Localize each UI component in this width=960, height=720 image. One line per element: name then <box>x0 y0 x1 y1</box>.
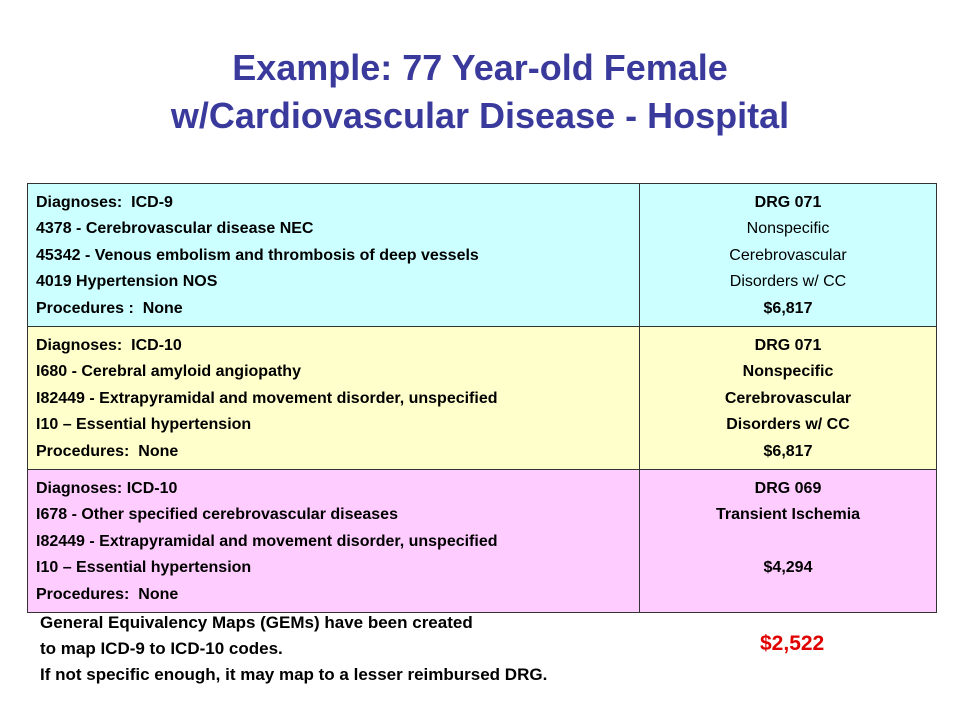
diagnoses-heading: Diagnoses: ICD-9 <box>36 194 173 211</box>
diagnoses-heading: Diagnoses: ICD-10 <box>36 480 178 498</box>
diagnosis-line: I10 – Essential hypertension <box>36 559 252 577</box>
drg-description: Transient Ischemia <box>715 506 861 524</box>
diagnoses-cell <box>28 470 640 613</box>
drg-spacer <box>648 582 928 608</box>
drg-amount: $6,817 <box>763 299 813 317</box>
drg-description: Nonspecific <box>746 220 830 238</box>
comparison-table <box>27 183 937 613</box>
gem-note <box>40 610 720 688</box>
diagnosis-line: I680 - Cerebral amyloid angiopathy <box>36 363 301 381</box>
drg-description: Disorders w/ CC <box>726 416 850 434</box>
table-row-icd9 <box>28 184 937 327</box>
procedures-line: Procedures: None <box>36 585 179 603</box>
table-row-icd10-a <box>28 327 937 470</box>
title-line-1: Example: 77 Year-old Female <box>232 47 728 88</box>
drg-description: Disorders w/ CC <box>729 273 847 291</box>
diagnoses-cell <box>28 327 640 470</box>
procedures-line: Procedures : None <box>36 299 183 317</box>
drg-code: DRG 069 <box>754 480 822 498</box>
note-line: General Equivalency Maps (GEMs) have been created <box>40 613 473 632</box>
drg-description: Cerebrovascular <box>724 389 852 407</box>
drg-description: Cerebrovascular <box>729 246 847 264</box>
diagnosis-line: I82449 - Extrapyramidal and movement disorder, unspecified <box>36 532 498 550</box>
drg-cell <box>640 327 937 470</box>
drg-amount: $6,817 <box>763 442 813 460</box>
diagnosis-line: I10 – Essential hypertension <box>36 416 252 434</box>
procedures-line: Procedures: None <box>36 442 179 460</box>
drg-cell <box>640 470 937 613</box>
note-line: to map ICD-9 to ICD-10 codes. <box>40 639 283 658</box>
slide-title <box>0 44 960 140</box>
diagnosis-line: 4019 Hypertension NOS <box>36 273 218 291</box>
table-row-icd10-b <box>28 470 937 613</box>
diagnosis-line: I82449 - Extrapyramidal and movement disorder, unspecified <box>36 389 498 407</box>
diagnosis-line: 45342 - Venous embolism and thrombosis of deep vessels <box>36 246 479 264</box>
drg-code: DRG 071 <box>754 337 822 355</box>
savings-amount: $2,522 <box>760 632 825 655</box>
drg-code: DRG 071 <box>754 194 822 211</box>
note-line: If not specific enough, it may map to a lesser reimbursed DRG. <box>40 665 548 684</box>
drg-amount: $4,294 <box>763 559 813 577</box>
diagnosis-line: 4378 - Cerebrovascular disease NEC <box>36 220 314 238</box>
diagnosis-line: I678 - Other specified cerebrovascular diseases <box>36 506 398 524</box>
drg-cell <box>640 184 937 327</box>
drg-spacer <box>648 529 928 555</box>
title-line-2: w/Cardiovascular Disease - Hospital <box>170 95 790 136</box>
diagnoses-heading: Diagnoses: ICD-10 <box>36 337 182 355</box>
diagnoses-cell <box>28 184 640 327</box>
drg-description: Nonspecific <box>742 363 834 381</box>
